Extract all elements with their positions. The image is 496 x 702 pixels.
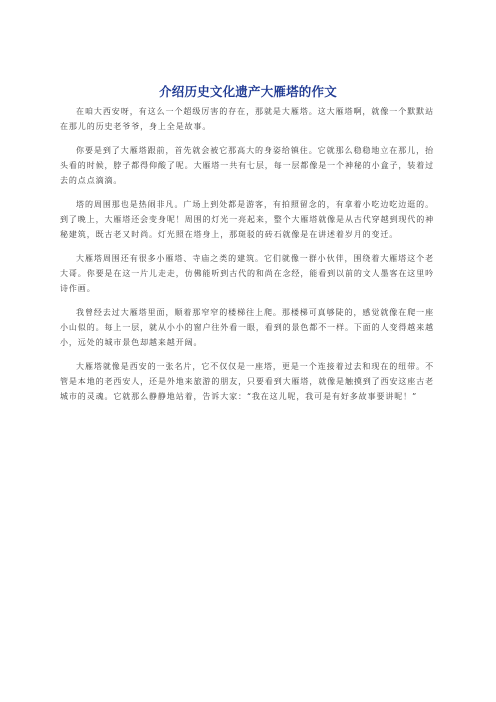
paragraph-4: 大雁塔周围还有很多小雁塔、寺庙之类的建筑。它们就像一群小伙伴，围绕着大雁塔这个老大哥。你要是在这一片儿走走，仿佛能听到古代的和尚在念经，能看到以前的文人墨客在这里吟诗作画。 [60,254,434,293]
paragraph-5: 我曾经去过大雁塔里面，顺着那窄窄的楼梯往上爬。那楼梯可真够陡的，感觉就像在爬一座小山似的。每上一层，就从小小的窗户往外看一眼，看到的景色都不一样。下面的人变得越来越小，远处的城市景色却越来越开阔。 [60,308,434,347]
paragraph-1: 在咱大西安呀，有这么一个超级厉害的存在，那就是大雁塔。这大雁塔啊，就像一个默默站在那儿的历史老爷爷，身上全是故事。 [60,107,434,131]
paragraph-2: 你要是到了大雁塔跟前，首先就会被它那高大的身姿给镇住。它就那么稳稳地立在那儿，抬头看的时候，脖子都得仰酸了呢。大雁塔一共有七层，每一层都像是一个神秘的小盒子，装着过去的点点滴滴。 [60,146,434,185]
paragraph-3: 塔的周围那也是热闹非凡。广场上到处都是游客，有拍照留念的，有拿着小吃边吃边逛的。到了晚上，大雁塔还会变身呢！周围的灯光一亮起来，整个大雁塔就像是从古代穿越到现代的神秘建筑，既古老又时尚。灯光照在塔身上，那斑驳的砖石就像是在讲述着岁月的变迁。 [60,200,434,239]
document-title: 介绍历史文化遗产大雁塔的作文 [159,84,337,99]
document-body [60,104,434,413]
paragraph-6: 大雁塔就像是西安的一张名片，它不仅仅是一座塔，更是一个连接着过去和现在的纽带。不管是本地的老西安人，还是外地来旅游的朋友，只要看到大雁塔，就像是触摸到了西安这座古老城市的灵魂。它就那么静静地站着，告诉大家：“我在这儿呢，我可是有好多故事要讲呢！” [60,362,434,401]
